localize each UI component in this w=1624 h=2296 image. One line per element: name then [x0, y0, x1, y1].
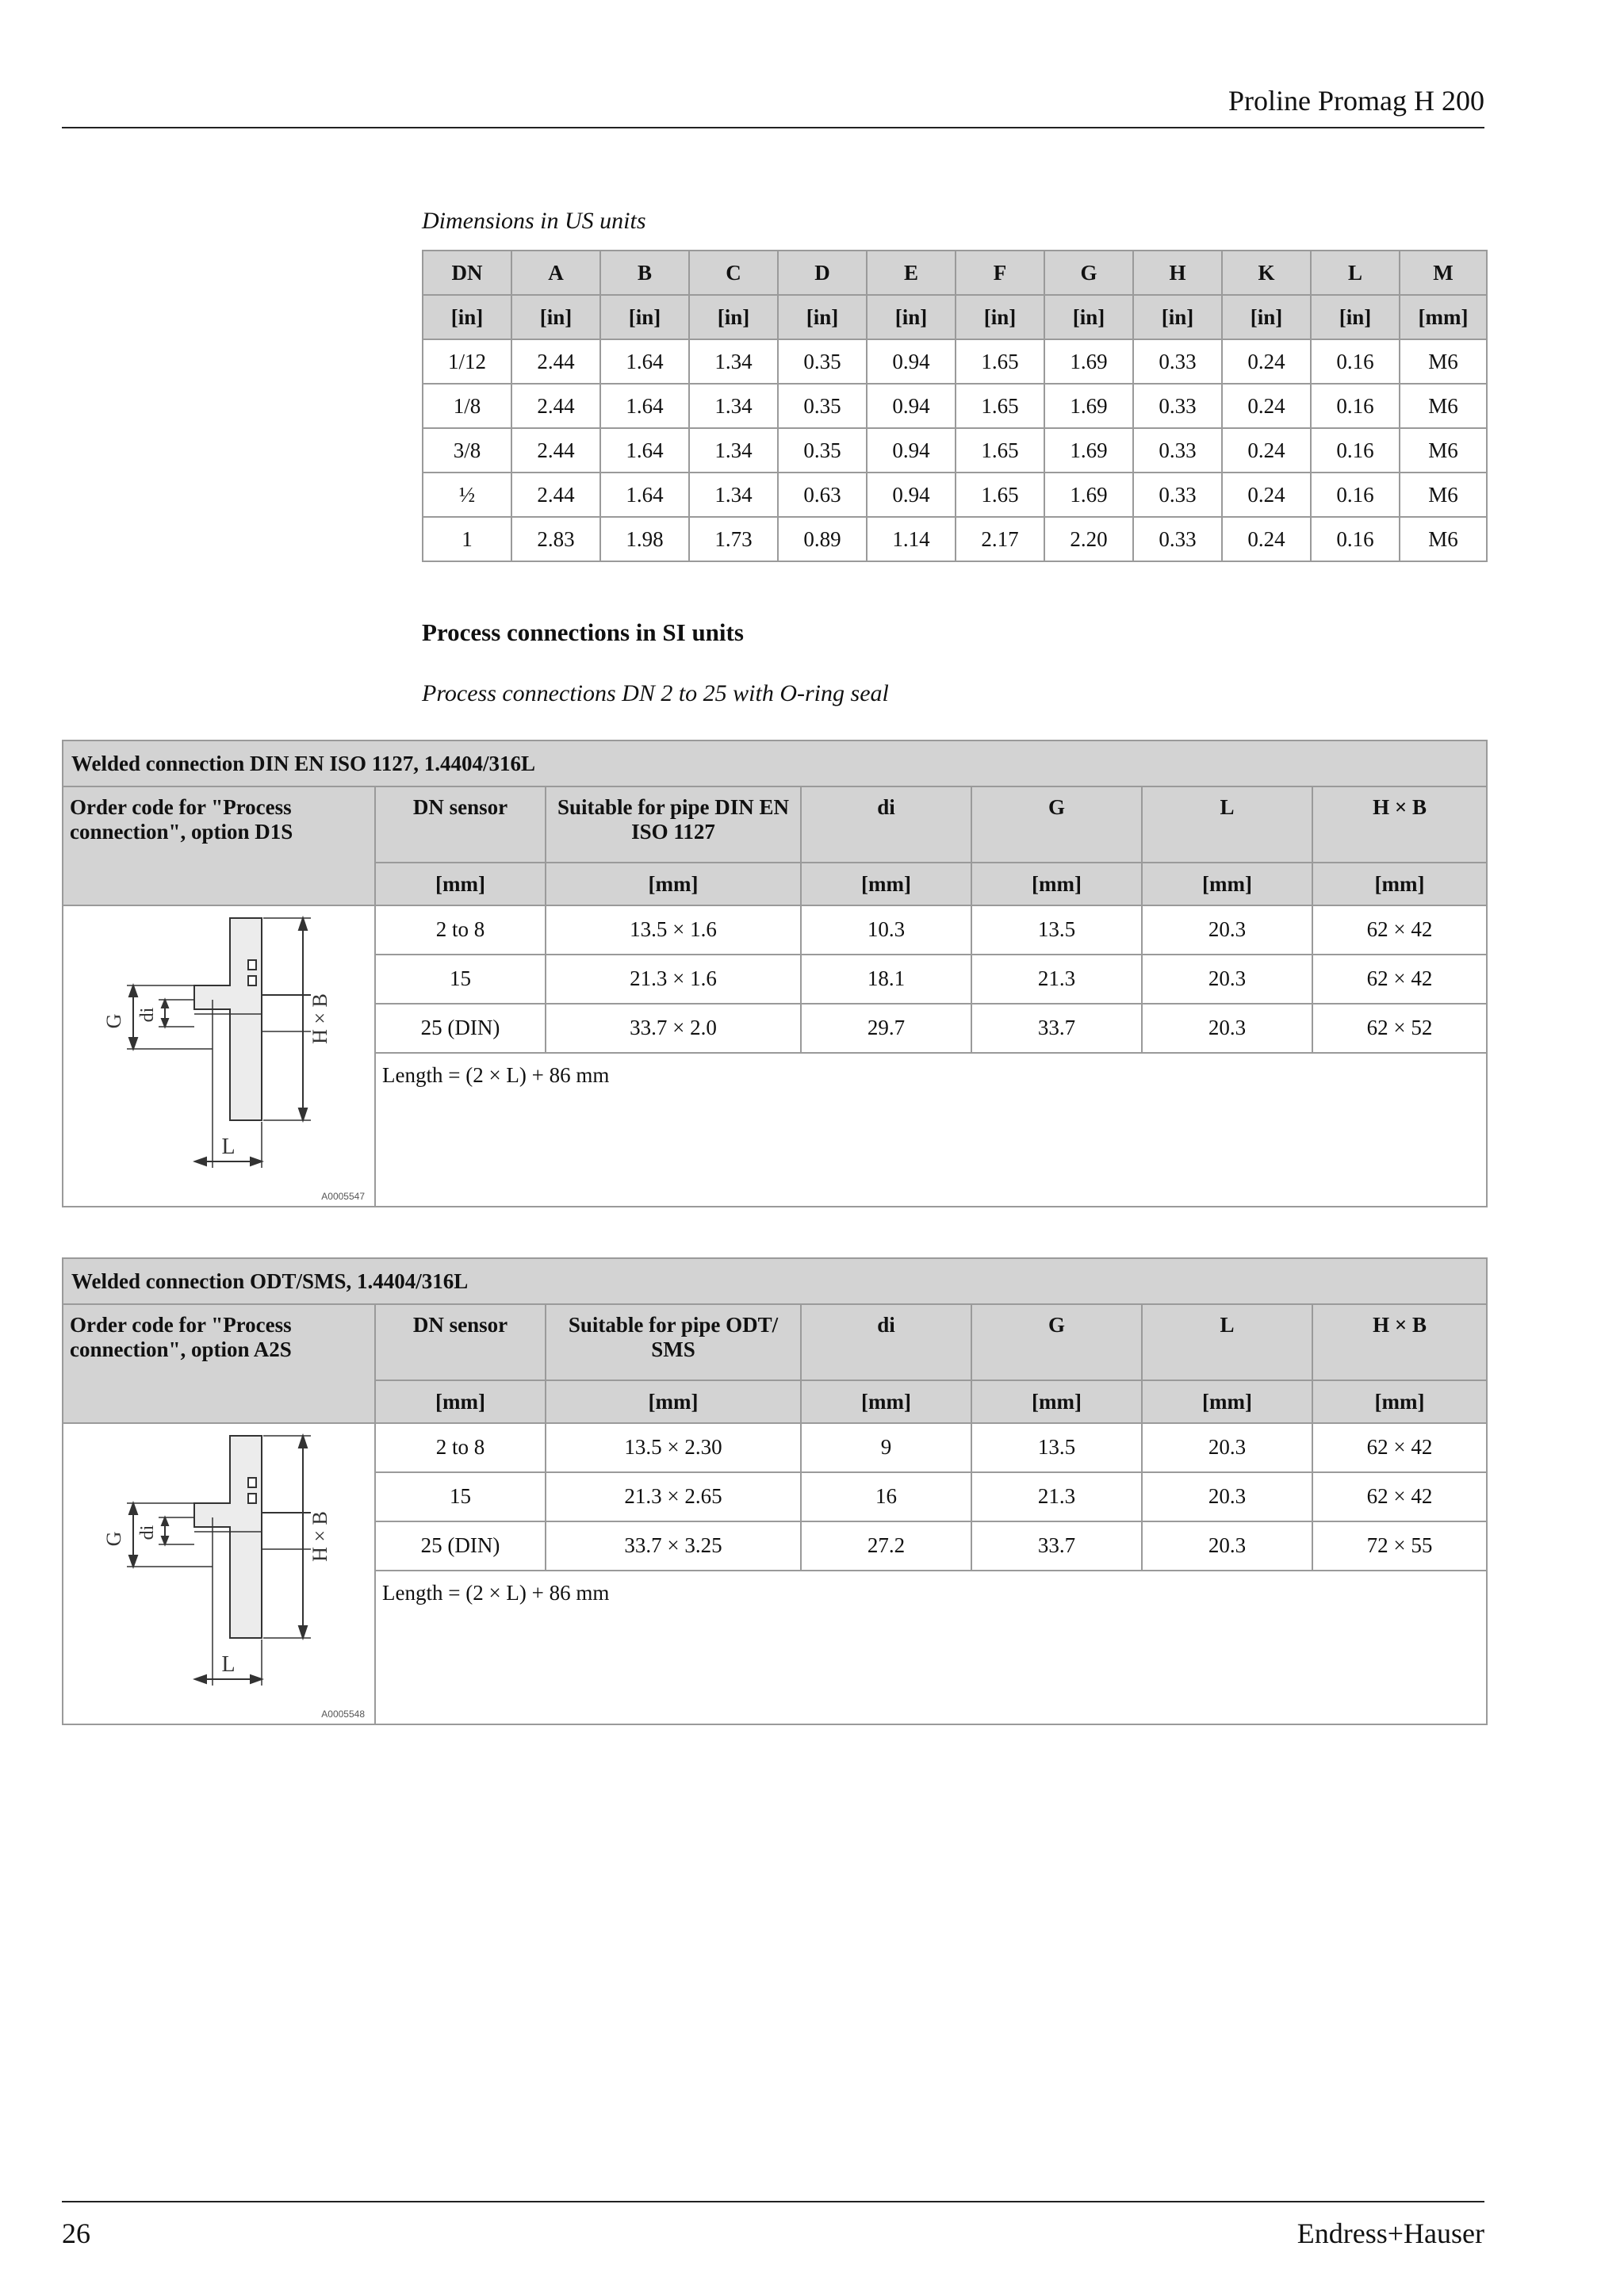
l-header: L [1142, 786, 1312, 863]
table-cell: 1.14 [867, 517, 956, 561]
drawing-label-hb: H × B [308, 993, 331, 1044]
table-cell: 1.69 [1044, 339, 1133, 384]
table-cell: 1.73 [689, 517, 778, 561]
unit-header: [mm] [1142, 1380, 1312, 1423]
pipe-header: Suitable for pipe DIN EN ISO 1127 [546, 786, 801, 863]
hb-header: H × B [1312, 786, 1487, 863]
table-cell: 13.5 [971, 905, 1142, 955]
table-cell: 0.24 [1222, 517, 1311, 561]
table-cell: 21.3 [971, 1472, 1142, 1521]
table-cell: 1.64 [600, 428, 689, 473]
col-header: H [1133, 251, 1222, 295]
table-cell: 1.69 [1044, 384, 1133, 428]
unit-header: [in] [1133, 295, 1222, 339]
us-table-header-row [423, 251, 1487, 295]
col-header: C [689, 251, 778, 295]
table-cell: 2.17 [956, 517, 1044, 561]
odt-connection-table [62, 1257, 1488, 1725]
table-cell: 2.44 [511, 339, 600, 384]
col-header: M [1400, 251, 1487, 295]
l-header: L [1142, 1304, 1312, 1380]
din-table-title: Welded connection DIN EN ISO 1127, 1.4404/316L [63, 740, 1487, 786]
table-cell: M6 [1400, 428, 1487, 473]
table-cell: 1.64 [600, 473, 689, 517]
table-cell: 20.3 [1142, 1521, 1312, 1571]
table-row [423, 517, 1487, 561]
table-cell: 1.65 [956, 339, 1044, 384]
table-cell: 20.3 [1142, 1472, 1312, 1521]
table-cell: 20.3 [1142, 1004, 1312, 1053]
table-cell: 25 (DIN) [375, 1521, 546, 1571]
us-dimensions-caption: Dimensions in US units [422, 208, 646, 234]
table-cell: 0.33 [1133, 428, 1222, 473]
length-note: Length = (2 × L) + 86 mm [375, 1571, 1487, 1724]
table-cell: 62 × 42 [1312, 905, 1487, 955]
unit-header: [in] [956, 295, 1044, 339]
table-cell: 1.64 [600, 339, 689, 384]
di-header: di [801, 786, 971, 863]
unit-header: [mm] [375, 863, 546, 905]
col-header: A [511, 251, 600, 295]
table-cell: 0.16 [1311, 339, 1400, 384]
unit-header: [mm] [1400, 295, 1487, 339]
table-cell: ½ [423, 473, 511, 517]
table-cell: 1/12 [423, 339, 511, 384]
drawing-label-g: G [102, 1013, 125, 1029]
table-row [423, 339, 1487, 384]
unit-header: [in] [1044, 295, 1133, 339]
unit-header: [mm] [1312, 1380, 1487, 1423]
table-cell: 0.33 [1133, 384, 1222, 428]
unit-header: [in] [423, 295, 511, 339]
unit-header: [mm] [375, 1380, 546, 1423]
drawing-label-hb: H × B [308, 1511, 331, 1562]
table-cell: 0.33 [1133, 473, 1222, 517]
table-cell: 16 [801, 1472, 971, 1521]
table-cell: 18.1 [801, 955, 971, 1004]
table-cell: 0.33 [1133, 517, 1222, 561]
table-cell: 2 to 8 [375, 905, 546, 955]
table-cell: 33.7 [971, 1521, 1142, 1571]
order-code-header: Order code for "Process connection", option A2S [63, 1304, 375, 1423]
us-dimensions-table [422, 250, 1488, 562]
drawing-label-di: di [137, 1525, 158, 1540]
table-cell: 15 [375, 955, 546, 1004]
col-header: L [1311, 251, 1400, 295]
table-cell: 25 (DIN) [375, 1004, 546, 1053]
table-cell: 20.3 [1142, 955, 1312, 1004]
length-note: Length = (2 × L) + 86 mm [375, 1053, 1487, 1207]
table-cell: 13.5 × 2.30 [546, 1423, 801, 1472]
table-cell: 13.5 [971, 1423, 1142, 1472]
section-heading: Process connections in SI units [422, 618, 744, 646]
page-header-title: Proline Promag H 200 [1228, 85, 1484, 117]
table-cell: 1/8 [423, 384, 511, 428]
unit-header: [in] [689, 295, 778, 339]
table-cell: M6 [1400, 384, 1487, 428]
col-header: B [600, 251, 689, 295]
table-cell: 1.34 [689, 339, 778, 384]
unit-header: [in] [600, 295, 689, 339]
dn-sensor-header: DN sensor [375, 1304, 546, 1380]
table-cell: 15 [375, 1472, 546, 1521]
table-row [423, 384, 1487, 428]
odt-connection-drawing [63, 1423, 375, 1724]
table-cell: 1.64 [600, 384, 689, 428]
table-cell: 21.3 × 1.6 [546, 955, 801, 1004]
table-cell: 1.65 [956, 428, 1044, 473]
table-cell: 0.94 [867, 428, 956, 473]
col-header: DN [423, 251, 511, 295]
table-cell: 21.3 [971, 955, 1142, 1004]
col-header: E [867, 251, 956, 295]
table-cell: 2.44 [511, 428, 600, 473]
odt-table-title: Welded connection ODT/SMS, 1.4404/316L [63, 1258, 1487, 1304]
din-connection-table [62, 740, 1488, 1207]
hb-header: H × B [1312, 1304, 1487, 1380]
drawing-label-di: di [137, 1007, 158, 1023]
table-cell: 0.35 [778, 384, 867, 428]
order-code-header: Order code for "Process connection", option D1S [63, 786, 375, 905]
drawing-label-l: L [221, 1135, 236, 1159]
table-cell: 2.83 [511, 517, 600, 561]
table-cell: 0.35 [778, 339, 867, 384]
table-cell: 0.16 [1311, 517, 1400, 561]
table-cell: 62 × 52 [1312, 1004, 1487, 1053]
table-cell: 1.69 [1044, 428, 1133, 473]
table-cell: M6 [1400, 339, 1487, 384]
table-cell: 0.35 [778, 428, 867, 473]
di-header: di [801, 1304, 971, 1380]
table-cell: 2 to 8 [375, 1423, 546, 1472]
table-row [63, 905, 1487, 955]
section-subcaption: Process connections DN 2 to 25 with O-ring seal [422, 680, 889, 706]
table-cell: 0.16 [1311, 473, 1400, 517]
table-cell: 1.65 [956, 384, 1044, 428]
table-cell: 13.5 × 1.6 [546, 905, 801, 955]
table-cell: 0.24 [1222, 339, 1311, 384]
table-row [423, 428, 1487, 473]
us-table-unit-row [423, 295, 1487, 339]
unit-header: [mm] [546, 863, 801, 905]
pipe-header: Suitable for pipe ODT/ SMS [546, 1304, 801, 1380]
table-cell: 9 [801, 1423, 971, 1472]
table-cell: 10.3 [801, 905, 971, 955]
table-cell: 1.65 [956, 473, 1044, 517]
footer-rule [62, 2201, 1484, 2202]
welded-connection-diagram [63, 1424, 376, 1724]
table-cell: 1.34 [689, 428, 778, 473]
unit-header: [mm] [801, 863, 971, 905]
table-cell: 21.3 × 2.65 [546, 1472, 801, 1521]
table-cell: 20.3 [1142, 905, 1312, 955]
drawing-reference: A0005548 [321, 1709, 365, 1720]
page-number: 26 [62, 2218, 90, 2249]
table-cell: 33.7 × 3.25 [546, 1521, 801, 1571]
table-cell: 62 × 42 [1312, 1423, 1487, 1472]
table-cell: 1.98 [600, 517, 689, 561]
table-cell: 0.33 [1133, 339, 1222, 384]
g-header: G [971, 1304, 1142, 1380]
table-cell: 62 × 42 [1312, 955, 1487, 1004]
table-cell: 2.44 [511, 473, 600, 517]
welded-connection-diagram [63, 906, 376, 1206]
table-cell: 2.20 [1044, 517, 1133, 561]
table-cell: 0.24 [1222, 473, 1311, 517]
drawing-label-l: L [221, 1652, 236, 1677]
table-cell: 33.7 [971, 1004, 1142, 1053]
table-cell: 62 × 42 [1312, 1472, 1487, 1521]
table-cell: 2.44 [511, 384, 600, 428]
table-row [423, 473, 1487, 517]
table-cell: 1.34 [689, 473, 778, 517]
table-cell: 0.63 [778, 473, 867, 517]
table-cell: 72 × 55 [1312, 1521, 1487, 1571]
unit-header: [in] [1311, 295, 1400, 339]
table-cell: 0.94 [867, 339, 956, 384]
table-cell: M6 [1400, 473, 1487, 517]
table-cell: 33.7 × 2.0 [546, 1004, 801, 1053]
table-cell: 0.94 [867, 384, 956, 428]
unit-header: [in] [867, 295, 956, 339]
table-cell: 27.2 [801, 1521, 971, 1571]
table-cell: 1.34 [689, 384, 778, 428]
table-cell: 1.69 [1044, 473, 1133, 517]
unit-header: [mm] [971, 1380, 1142, 1423]
drawing-reference: A0005547 [321, 1191, 365, 1202]
drawing-label-g: G [102, 1531, 125, 1547]
table-row [63, 1423, 1487, 1472]
table-cell: 29.7 [801, 1004, 971, 1053]
footer-brand: Endress+Hauser [1297, 2218, 1484, 2249]
unit-header: [mm] [971, 863, 1142, 905]
unit-header: [mm] [546, 1380, 801, 1423]
unit-header: [mm] [1142, 863, 1312, 905]
table-cell: 0.94 [867, 473, 956, 517]
header-rule [62, 127, 1484, 128]
col-header: K [1222, 251, 1311, 295]
unit-header: [mm] [801, 1380, 971, 1423]
table-cell: 0.16 [1311, 384, 1400, 428]
unit-header: [in] [778, 295, 867, 339]
table-cell: 3/8 [423, 428, 511, 473]
table-cell: 1 [423, 517, 511, 561]
table-cell: 0.16 [1311, 428, 1400, 473]
unit-header: [in] [1222, 295, 1311, 339]
table-cell: M6 [1400, 517, 1487, 561]
g-header: G [971, 786, 1142, 863]
col-header: D [778, 251, 867, 295]
din-connection-drawing [63, 905, 375, 1207]
table-cell: 0.89 [778, 517, 867, 561]
table-cell: 0.24 [1222, 384, 1311, 428]
table-cell: 0.24 [1222, 428, 1311, 473]
table-cell: 20.3 [1142, 1423, 1312, 1472]
col-header: F [956, 251, 1044, 295]
unit-header: [in] [511, 295, 600, 339]
col-header: G [1044, 251, 1133, 295]
dn-sensor-header: DN sensor [375, 786, 546, 863]
unit-header: [mm] [1312, 863, 1487, 905]
